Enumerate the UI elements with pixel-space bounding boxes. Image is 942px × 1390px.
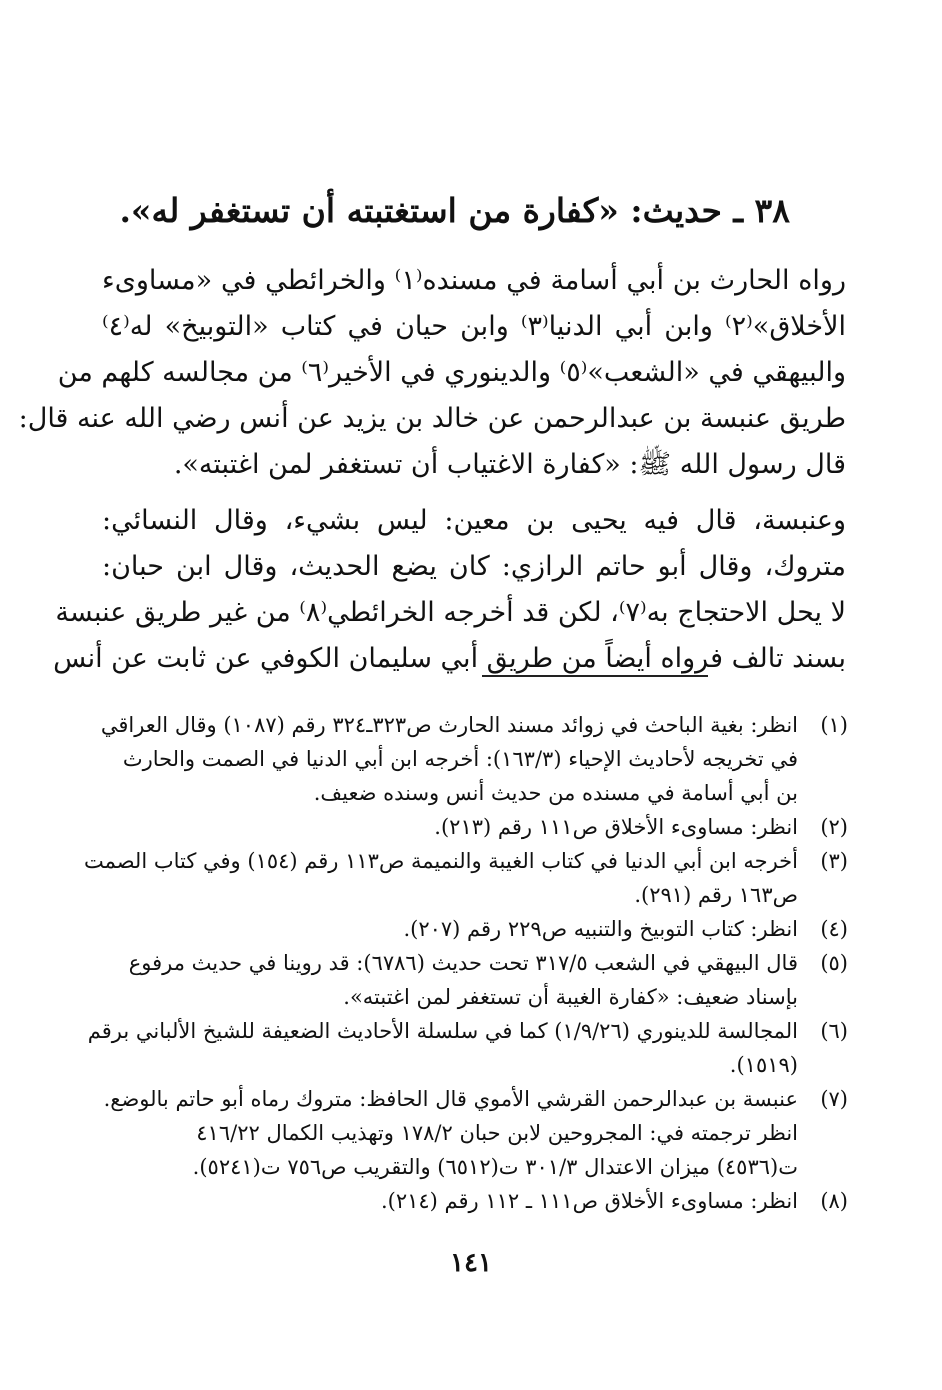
page-number: ١٤١ [450, 1248, 492, 1278]
text-line: والبيهقي في «الشعب»⁽٥⁾ والدينوري في الأخير⁽٦⁾ من مجالسه كلهم من [57, 357, 846, 388]
footnote-number: (٨) [820, 1189, 848, 1213]
footnote-line: انظر: كتاب التوبيخ والتنبيه ص٢٢٩ رقم (٢٠٧). [403, 917, 798, 941]
footnote-number: (٣) [820, 849, 848, 873]
paragraph-2 [53, 498, 846, 682]
footnote-line: عنبسة بن عبدالرحمن القرشي الأموي قال الحافظ: متروك رماه أبو حاتم بالوضع. [103, 1087, 798, 1111]
footnote-line: ص١٦٣ رقم (٢٩١). [634, 883, 798, 907]
main-text [18, 258, 846, 682]
footnote-line: في تخريجه لأحاديث الإحياء (١٦٣/٣): أخرجه ابن أبي الدنيا في الصمت والحارث [122, 747, 798, 771]
footnote-line: بإسناد ضعيف: «كفارة الغيبة أن تستغفر لمن اغتبته». [343, 985, 798, 1009]
footnote-line: (١٥١٩). [729, 1053, 798, 1077]
footnote-number: (٤) [820, 917, 848, 941]
footnote-number: (٧) [820, 1087, 848, 1111]
footnote-line: قال البيهقي في الشعب ٣١٧/٥ تحت حديث (٦٧٨٦): قد روينا في حديث مرفوع [128, 951, 798, 975]
footnote-1 [100, 708, 848, 810]
footnote-2 [104, 810, 848, 844]
footnote-8 [104, 1184, 848, 1218]
text-line: رواه الحارث بن أبي أسامة في مسنده⁽١⁾ والخرائطي في «مساوىء [102, 265, 846, 296]
footnote-4 [104, 912, 848, 946]
footnotes [83, 708, 848, 1218]
footnote-line: أخرجه ابن أبي الدنيا في كتاب الغيبة والنميمة ص١١٣ رقم (١٥٤) وفي كتاب الصمت [83, 849, 798, 873]
footnote-line: ت(٤٥٣٦) ميزان الاعتدال ٣٠١/٣ ت(٦٥١٢) والتقريب ص٧٥٦ ت(٥٢٤١). [192, 1155, 798, 1179]
footnote-number: (١) [820, 713, 848, 737]
footnote-number: (٦) [820, 1019, 848, 1043]
footnote-line: انظر: مساوىء الأخلاق ص١١١ رقم (٢١٣). [434, 815, 798, 839]
footnote-divider [482, 675, 708, 677]
footnote-line: انظر: بغية الباحث في زوائد مسند الحارث ص٣٢٣ـ٣٢٤ رقم (١٠٨٧) وقال العراقي [100, 713, 798, 737]
paragraph-1 [18, 258, 846, 488]
footnote-7 [104, 1082, 848, 1184]
text-line: متروك، وقال أبو حاتم الرازي: كان يضع الحديث، وقال ابن حبان: [102, 551, 846, 582]
footnote-5 [104, 946, 848, 1014]
footnote-line: انظر ترجمته في: المجروحين لابن حبان ١٧٨/٢ وتهذيب الكمال ٤١٦/٢٢ [196, 1121, 798, 1145]
footnote-line: انظر: مساوىء الأخلاق ص١١١ ـ ١١٢ رقم (٢١٤). [380, 1189, 798, 1213]
text-line: طريق عنبسة بن عبدالرحمن عن خالد بن يزيد عن أنس رضي الله عنه قال: [18, 403, 846, 434]
hadith-heading: ٣٨ ـ حديث: «كفارة من استغتبته أن تستغفر له». [119, 191, 790, 230]
footnote-line: بن أبي أسامة في مسنده من حديث أنس وسنده ضعيف. [313, 781, 798, 805]
footnote-number: (٥) [820, 951, 848, 975]
text-line: وعنبسة، قال فيه يحيى بن معين: ليس بشيء، وقال النسائي: [102, 505, 846, 536]
footnote-6 [87, 1014, 848, 1082]
footnote-number: (٢) [820, 815, 848, 839]
footnote-line: المجالسة للدينوري (١/٩/٢٦) كما في سلسلة الأحاديث الضعيفة للشيخ الألباني برقم [87, 1019, 798, 1043]
text-line: قال رسول الله ﷺ: «كفارة الاغتياب أن تستغفر لمن اغتبته». [173, 449, 846, 480]
footnote-3 [83, 844, 848, 912]
text-line: الأخلاق»⁽٢⁾ وابن أبي الدنيا⁽٣⁾ وابن حيان في كتاب «التوبيخ» له⁽٤⁾ [102, 311, 846, 342]
text-line: لا يحل الاحتجاج به⁽٧⁾، لكن قد أخرجه الخرائطي⁽٨⁾ من غير طريق عنبسة [55, 597, 846, 628]
text-line: بسند تالف فرواه أيضاً من طريق أبي سليمان الكوفي عن ثابت عن أنس [53, 643, 846, 674]
